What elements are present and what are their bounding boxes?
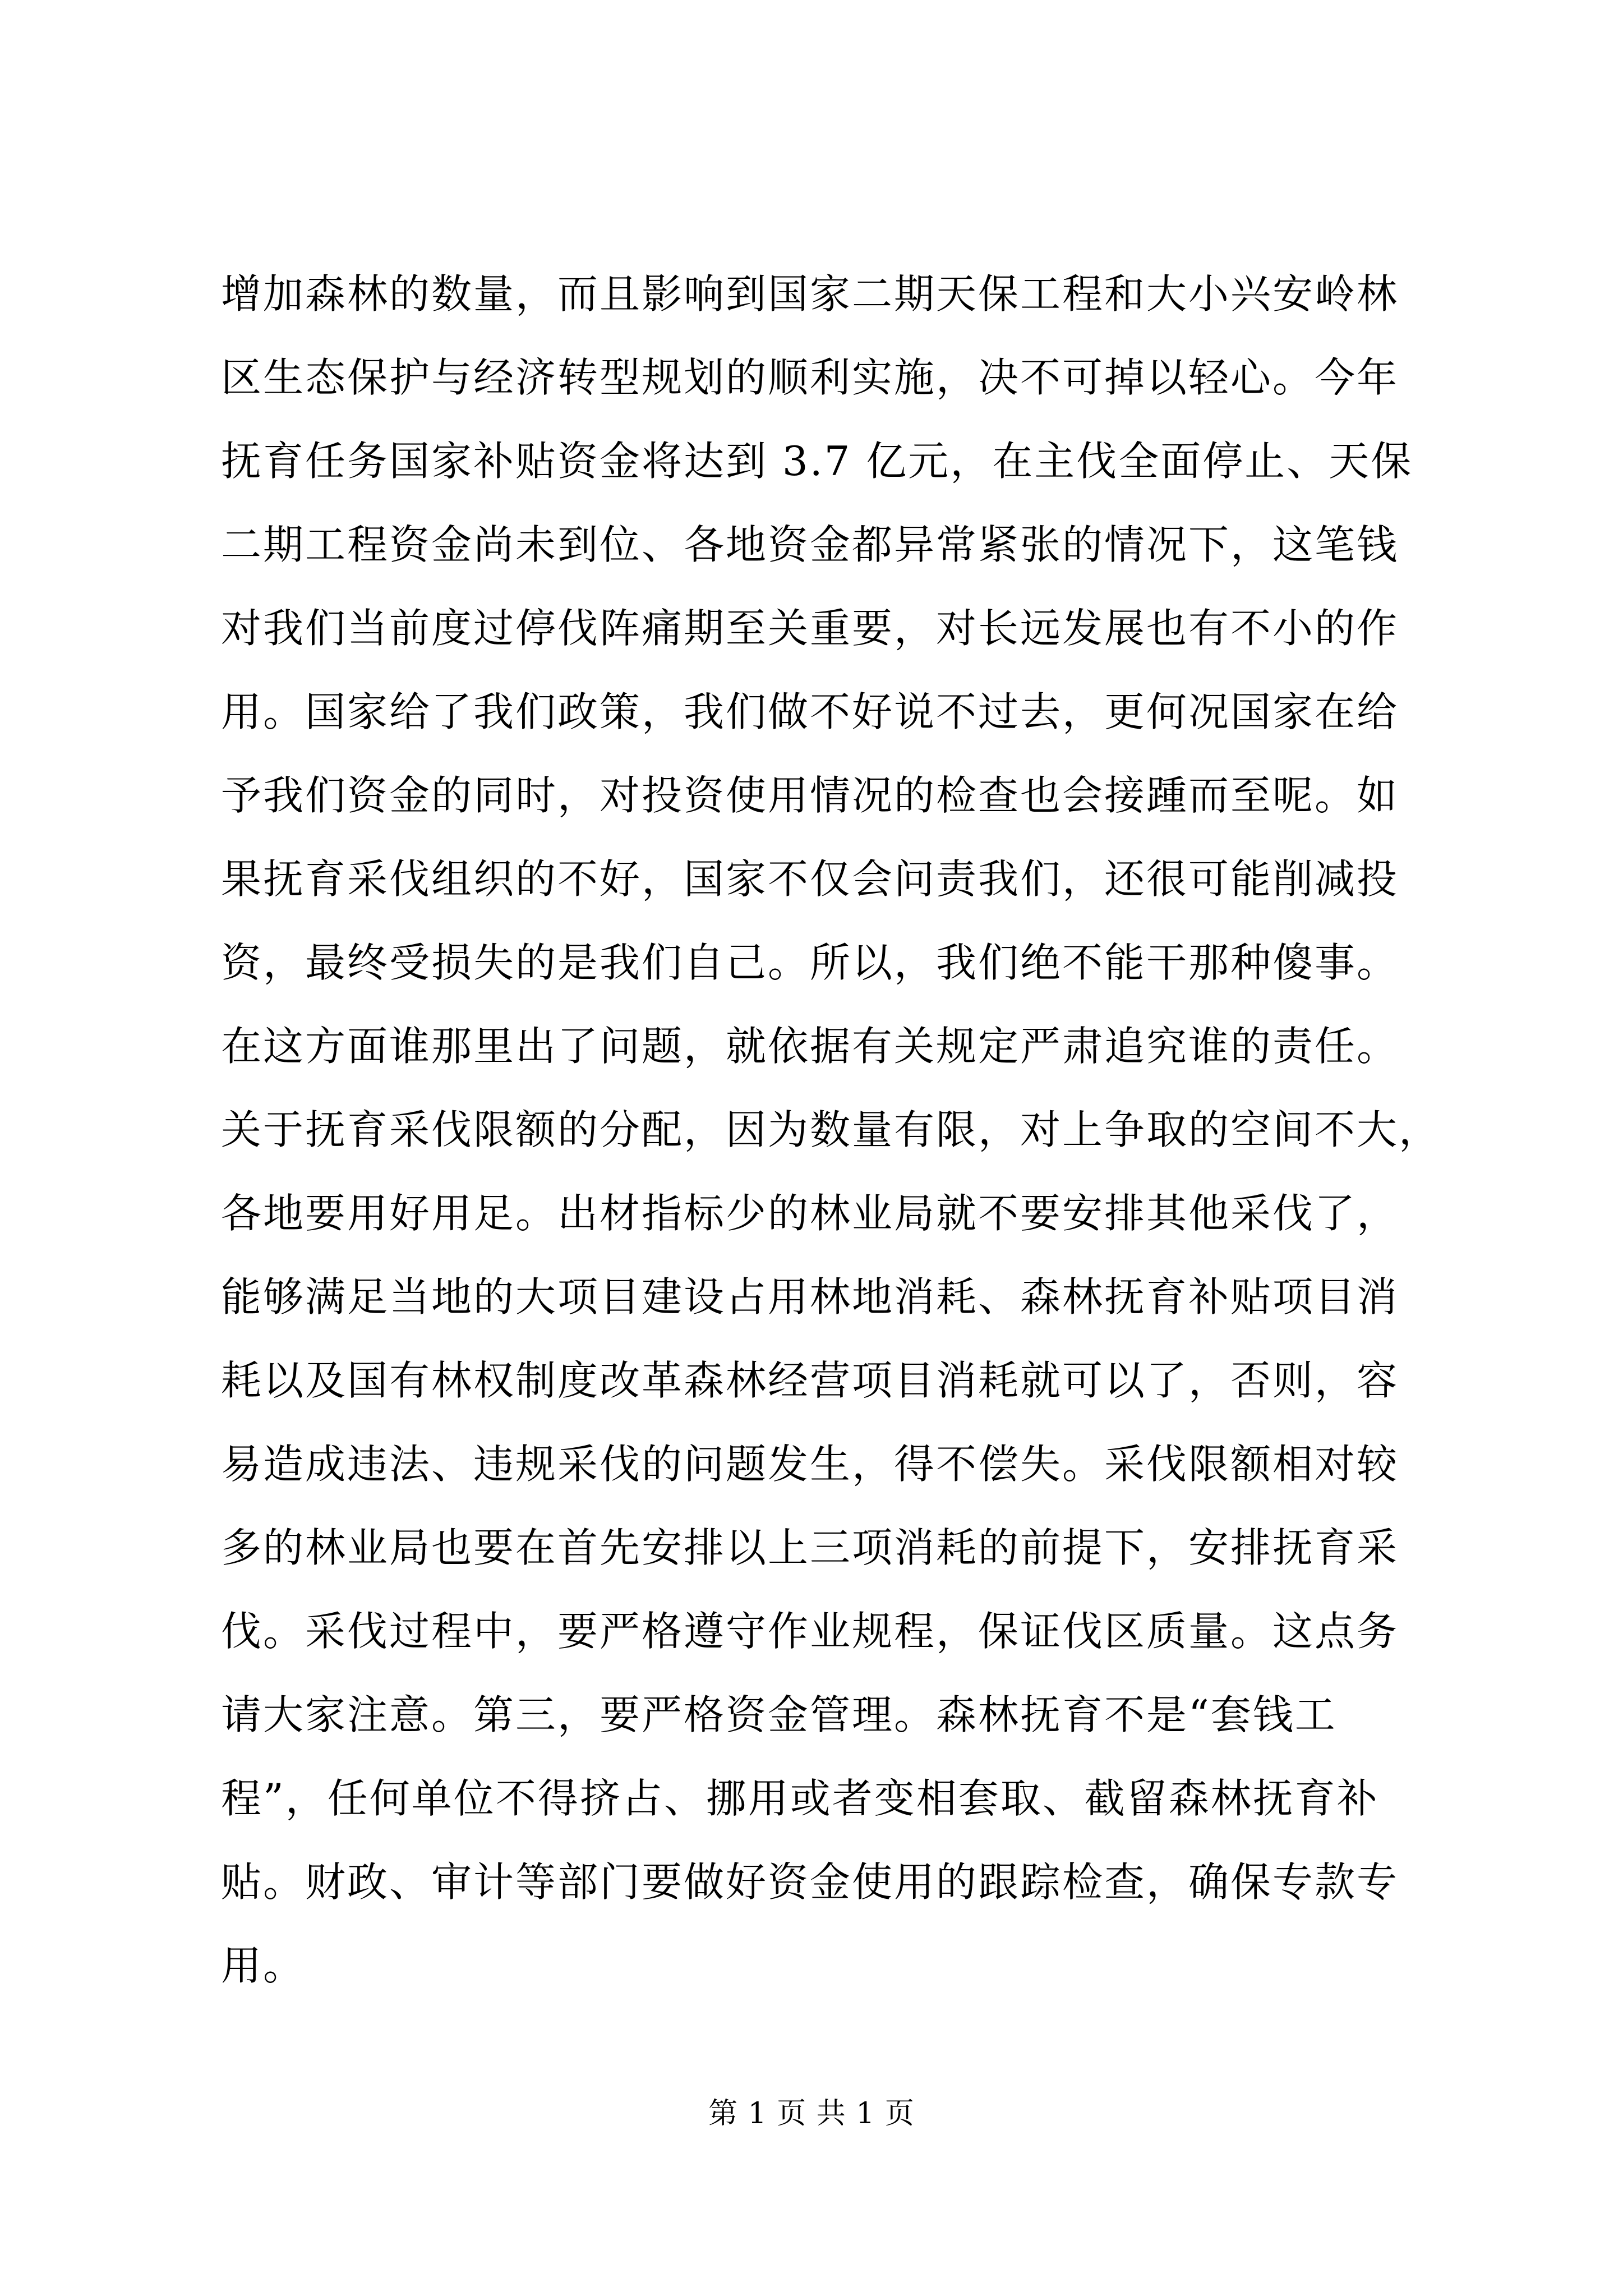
text-line: 贴。财政、审计等部门要做好资金使用的跟踪检查，确保专款专	[221, 1858, 1399, 1906]
text-line: 关于抚育采伐限额的分配，因为数量有限，对上争取的空间不大，	[221, 1106, 1441, 1153]
text-line: 果抚育采伐组织的不好，国家不仅会问责我们，还很可能削减投	[221, 855, 1399, 903]
text-line: 区生态保护与经济转型规划的顺利实施，决不可掉以轻心。今年	[221, 354, 1399, 401]
text-line: 能够满足当地的大项目建设占用林地消耗、森林抚育补贴项目消	[221, 1273, 1399, 1320]
text-line: 对我们当前度过停伐阵痛期至关重要，对长远发展也有不小的作	[221, 605, 1399, 652]
text-line: 用。国家给了我们政策，我们做不好说不过去，更何况国家在给	[221, 688, 1399, 735]
text-line: 易造成违法、违规采伐的问题发生，得不偿失。采伐限额相对较	[221, 1441, 1399, 1488]
text-line: 程”，任何单位不得挤占、挪用或者变相套取、截留森林抚育补	[221, 1775, 1379, 1822]
page-footer: 第 1 页 共 1 页	[708, 2097, 915, 2131]
text-line: 资，最终受损失的是我们自己。所以，我们绝不能干那种傻事。	[221, 939, 1399, 986]
text-line: 多的林业局也要在首先安排以上三项消耗的前提下，安排抚育采	[221, 1524, 1399, 1571]
text-line: 请大家注意。第三，要严格资金管理。森林抚育不是“套钱工	[221, 1691, 1337, 1738]
text-line: 耗以及国有林权制度改革森林经营项目消耗就可以了，否则，容	[221, 1357, 1399, 1404]
text-line: 在这方面谁那里出了问题，就依据有关规定严肃追究谁的责任。	[221, 1023, 1399, 1070]
text-line: 二期工程资金尚未到位、各地资金都异常紧张的情况下，这笔钱	[221, 521, 1399, 568]
text-line: 抚育任务国家补贴资金将达到 3.7 亿元，在主伐全面停止、天保	[221, 438, 1413, 485]
text-line: 予我们资金的同时，对投资使用情况的检查也会接踵而至呢。如	[221, 772, 1399, 819]
text-line: 伐。采伐过程中，要严格遵守作业规程，保证伐区质量。这点务	[221, 1608, 1399, 1655]
text-line: 各地要用好用足。出材指标少的林业局就不要安排其他采伐了，	[221, 1190, 1399, 1237]
text-line: 用。	[221, 1942, 306, 1989]
text-line: 增加森林的数量，而且影响到国家二期天保工程和大小兴安岭林	[221, 270, 1399, 318]
